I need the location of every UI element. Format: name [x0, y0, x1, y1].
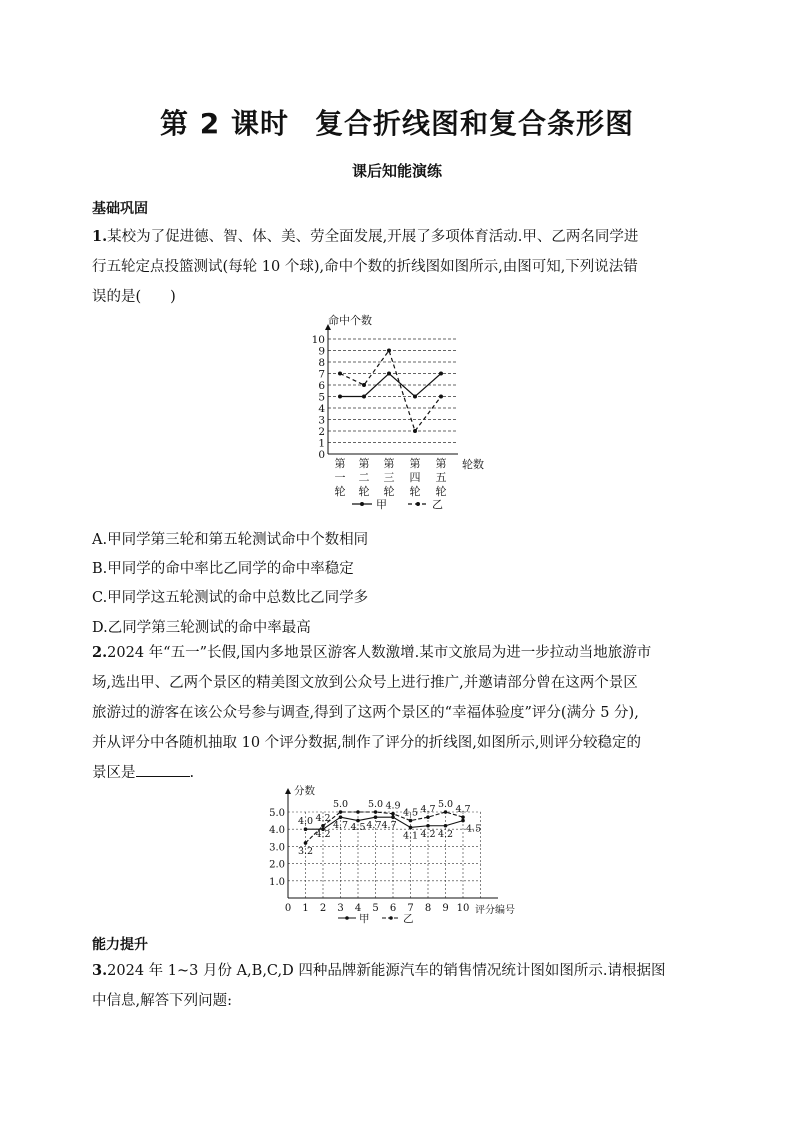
- y-tick-label: 1.0: [269, 876, 285, 888]
- data-label: 5.0: [367, 799, 384, 810]
- data-label: 5.0: [332, 799, 349, 810]
- title-lesson-number: 第 2 课时: [160, 107, 289, 140]
- data-label: 4.7: [455, 804, 471, 816]
- data-point: [426, 824, 430, 828]
- question-1-number: 1.: [92, 228, 108, 245]
- y-tick-label: 10: [311, 334, 325, 346]
- y-tick-label: 5.0: [269, 808, 285, 819]
- y-tick-label: 4: [318, 403, 325, 415]
- option-d: D.乙同学第三轮测试的命中率最高: [92, 620, 311, 636]
- data-label: 4.5: [402, 807, 419, 819]
- data-label: 4.2: [315, 812, 331, 824]
- y-tick-label: 4.0: [269, 825, 285, 837]
- x-tick-label: 轮: [334, 485, 346, 498]
- y-tick-label: 3: [318, 414, 325, 427]
- data-point: [374, 810, 378, 814]
- q3-line: 中信息,解答下列问题:: [92, 993, 232, 1009]
- data-label: 4.1: [402, 830, 419, 842]
- y-tick-label: 3.0: [269, 842, 285, 854]
- data-label: 5.0: [437, 799, 454, 810]
- x-tick-label: 第: [409, 457, 421, 470]
- data-label: 4.9: [385, 800, 401, 812]
- x-tick-label: 轮: [409, 485, 421, 498]
- data-label: 4.2: [437, 828, 454, 840]
- data-point: [391, 815, 395, 819]
- x-tick-label: 6: [389, 903, 397, 914]
- legend-marker-jia: [360, 502, 364, 506]
- y-tick-label: 6: [318, 380, 325, 392]
- question-3-text: [92, 956, 665, 1016]
- x-tick-label: 4: [354, 903, 362, 914]
- x-tick-label: 轮: [383, 485, 395, 498]
- data-point: [444, 810, 448, 814]
- legend-marker-yi: [389, 916, 393, 920]
- question-3-number: 3.: [92, 962, 108, 979]
- x-tick-label: 第: [358, 457, 370, 470]
- legend-marker-jia: [345, 916, 349, 920]
- q2-line-end: .: [189, 765, 195, 781]
- x-tick-label: 轮: [358, 485, 370, 498]
- q2-line: 旅游过的游客在该公众号参与调查,得到了这两个景区的“幸福体验度”评分(满分 5 分),: [92, 705, 639, 721]
- x-tick-label: 五: [435, 471, 447, 484]
- data-label: 4.2: [420, 828, 436, 840]
- y-axis-arrow: [285, 788, 291, 794]
- data-point: [339, 815, 343, 819]
- data-point: [409, 826, 413, 830]
- data-point: [304, 827, 308, 831]
- data-point: [413, 429, 417, 433]
- x-tick-label: 第: [383, 457, 395, 470]
- q1-line: 行五轮定点投篮测试(每轮 10 个球),命中个数的折线图如图所示,由图可知,下列说法错: [92, 259, 638, 275]
- section-advanced: 能力提升: [92, 937, 148, 953]
- chart-1-line-chart: [300, 312, 500, 516]
- y-tick-label: 0: [318, 449, 325, 461]
- legend-marker-yi: [416, 502, 420, 506]
- x-tick-label: 四: [409, 471, 421, 484]
- series-line-yi: [340, 351, 441, 432]
- page-title: [0, 102, 794, 142]
- title-topic: 复合折线图和复合条形图: [314, 107, 634, 140]
- answer-blank: [136, 762, 190, 777]
- data-point: [439, 395, 443, 399]
- page-subtitle: 课后知能演练: [351, 162, 442, 180]
- data-label: 4.7: [332, 820, 349, 832]
- data-point: [321, 824, 325, 828]
- data-label: 4.5: [350, 822, 366, 833]
- x-tick-label: 二: [358, 471, 370, 484]
- q3-line: 2024 年 1~3 月份 A,B,C,D 四种品牌新能源汽车的销售情况统计图如图所示.请根据图: [107, 963, 666, 979]
- legend-label-yi: 乙: [403, 913, 414, 925]
- data-point: [362, 383, 366, 387]
- x-tick-label: 5: [372, 903, 379, 914]
- q2-line: 2024 年“五一”长假,国内多地景区游客人数激增.某市文旅局为进一步拉动当地旅游市: [107, 645, 652, 661]
- data-label: 4.7: [420, 804, 436, 816]
- legend-label-jia: 甲: [359, 913, 370, 925]
- x-axis-label: 轮数: [462, 458, 484, 471]
- data-point: [439, 372, 443, 376]
- x-tick-label: 一: [334, 471, 346, 484]
- data-point: [391, 812, 395, 816]
- data-point: [387, 349, 391, 353]
- y-tick-label: 9: [318, 345, 325, 358]
- question-2-number: 2.: [92, 644, 108, 661]
- data-label: 4.5: [466, 823, 482, 835]
- data-point: [304, 841, 308, 845]
- y-tick-label: 7: [318, 368, 325, 381]
- data-label: 4.74.7: [366, 820, 397, 832]
- data-label: 3.2: [297, 845, 314, 857]
- y-tick-label: 2: [318, 426, 325, 438]
- y-axis-label: 命中个数: [328, 314, 372, 327]
- x-tick-label: 10: [456, 903, 470, 914]
- x-tick-label: 7: [407, 903, 414, 914]
- x-tick-label: 轮: [435, 485, 447, 498]
- q2-line: 场,选出甲、乙两个景区的精美图文放到公众号上进行推广,并邀请部分曾在这两个景区: [92, 675, 638, 691]
- question-1-text: [92, 222, 638, 312]
- data-point: [362, 395, 366, 399]
- data-point: [374, 815, 378, 819]
- y-tick-label: 1: [318, 437, 325, 450]
- x-tick-label: 第: [435, 457, 447, 470]
- y-tick-label: 8: [318, 357, 325, 369]
- data-point: [387, 372, 391, 376]
- y-axis-label: 分数: [294, 785, 315, 797]
- x-tick-label: 3: [337, 903, 344, 914]
- x-tick-label: 9: [442, 903, 449, 914]
- x-tick-label: 第: [334, 457, 346, 470]
- legend-label-jia: 甲: [376, 498, 387, 511]
- data-point: [338, 395, 342, 399]
- data-label: 4.0: [297, 816, 314, 828]
- x-tick-label: 0: [284, 903, 292, 914]
- data-point: [461, 819, 465, 823]
- data-point: [339, 810, 343, 814]
- q2-line: 并从评分中各随机抽取 10 个评分数据,制作了评分的折线图,如图所示,则评分较稳定的: [92, 735, 641, 751]
- data-label: 4.2: [315, 828, 331, 840]
- y-tick-label: 2.0: [269, 859, 285, 871]
- x-tick-label: 1: [302, 903, 309, 914]
- x-axis-label: 评分编号: [475, 905, 515, 916]
- section-basic: 基础巩固: [92, 201, 148, 217]
- question-2-text: [92, 638, 651, 788]
- option-c: C.甲同学这五轮测试的命中总数比乙同学多: [92, 590, 369, 606]
- data-point: [338, 372, 342, 376]
- q1-line: 误的是( ): [92, 289, 176, 305]
- chart-2-line-chart: [258, 782, 538, 928]
- option-a: A.甲同学第三轮和第五轮测试命中个数相同: [92, 532, 369, 548]
- legend-label-yi: 乙: [432, 498, 443, 511]
- data-point: [461, 815, 465, 819]
- data-point: [356, 810, 360, 814]
- x-tick-label: 2: [319, 903, 327, 914]
- data-point: [444, 824, 448, 828]
- data-point: [426, 815, 430, 819]
- x-tick-label: 三: [383, 471, 395, 484]
- data-point: [413, 395, 417, 399]
- q2-line: 景区是: [92, 765, 136, 781]
- q1-line: 某校为了促进德、智、体、美、劳全面发展,开展了多项体育活动.甲、乙两名同学进: [107, 229, 639, 245]
- data-point: [409, 819, 413, 823]
- y-tick-label: 5: [318, 391, 325, 404]
- x-tick-label: 8: [424, 903, 432, 914]
- option-b: B.甲同学的命中率比乙同学的命中率稳定: [92, 561, 354, 577]
